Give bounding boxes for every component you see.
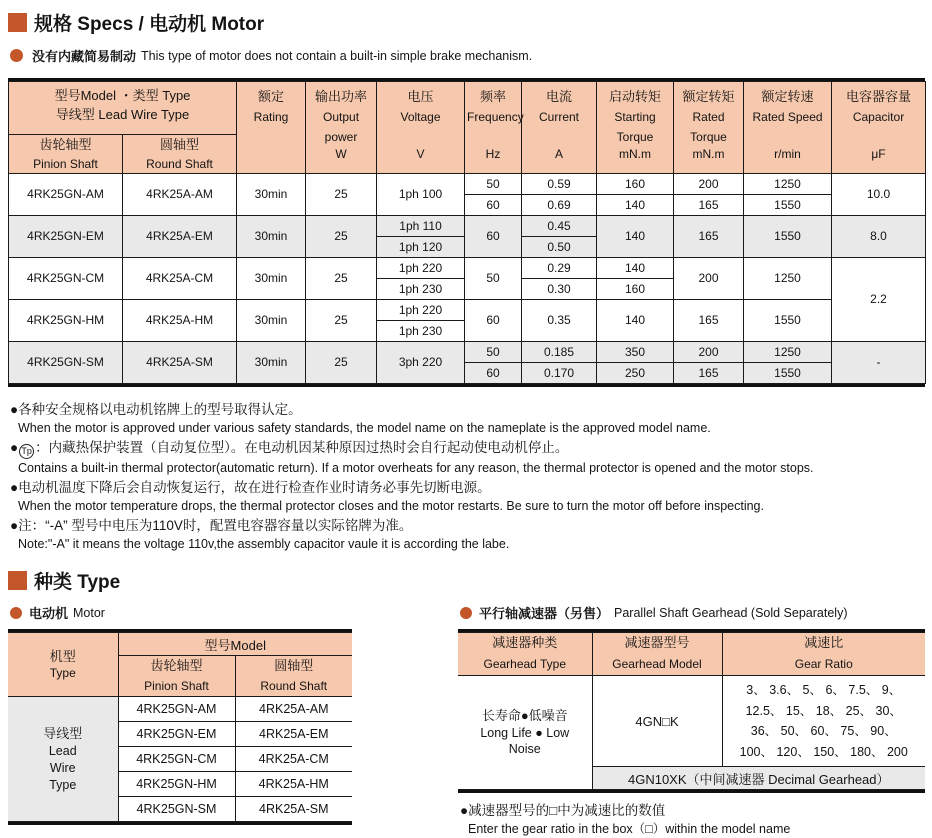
rated-speed-cell: 1550: [744, 300, 832, 342]
round-model-cell: 4RK25A-CM: [123, 258, 237, 300]
voltage-cell: 1ph 110: [377, 216, 465, 237]
header-rated-speed: [744, 82, 832, 174]
rated-torque-cell: 200: [674, 258, 744, 300]
header-machine-type: [8, 633, 118, 697]
pinion-model-cell: 4RK25GN-CM: [9, 258, 123, 300]
zh-label: 减速器型号: [624, 635, 690, 651]
gear-ratio-note: [460, 801, 925, 838]
en-label: Output power: [323, 110, 360, 144]
frequency-cell: 60: [465, 300, 522, 342]
footnote-zh: ●注：“-A” 型号中电压为110V时，配置电容器容量以实际铭牌为准。: [10, 518, 413, 534]
header-gearhead-type: [458, 633, 592, 676]
en-label: Gearhead Type: [483, 657, 566, 672]
header-model-line2: 导线型 Lead Wire Type: [55, 106, 190, 122]
rated-speed-cell: 1250: [744, 258, 832, 300]
table-row: [8, 697, 352, 722]
header-rated-torque: [674, 82, 744, 174]
en-label: Starting Torque: [614, 110, 656, 144]
frequency-cell: 60: [465, 363, 522, 384]
starting-torque-cell: 160: [597, 279, 674, 300]
starting-torque-cell: 140: [597, 195, 674, 216]
current-cell: 0.30: [522, 279, 597, 300]
en-label: Rated Speed: [752, 110, 823, 124]
capacitor-cell: 8.0: [832, 216, 926, 258]
current-cell: 0.45: [522, 216, 597, 237]
voltage-cell: 1ph 220: [377, 300, 465, 321]
section-square-icon: [8, 13, 27, 32]
footnote-en: When the motor is approved under various safety standards, the model name on the nameplate is the approved model name.: [18, 421, 711, 436]
round-model-cell: 4RK25A-AM: [235, 697, 352, 722]
header-pinion-shaft: [9, 135, 123, 174]
unit-label: mN.m: [619, 147, 652, 161]
bullet-icon: [10, 607, 22, 619]
zh-label: 减速器种类: [492, 635, 558, 651]
header-capacitor: [832, 82, 926, 174]
header-model-line1: 型号Model ・类型 Type: [54, 88, 191, 103]
voltage-cell: 1ph 100: [377, 174, 465, 216]
brake-note-en: This type of motor does not contain a built-in simple brake mechanism.: [141, 48, 533, 63]
pinion-model-cell: 4RK25GN-EM: [118, 722, 235, 747]
table-row: [9, 174, 926, 195]
pinion-model-cell: 4RK25GN-SM: [118, 797, 235, 822]
output-cell: 25: [306, 258, 377, 300]
zh-label: 长寿命●低噪音: [481, 708, 568, 724]
header-gearhead-model: [592, 633, 722, 676]
starting-torque-cell: 350: [597, 342, 674, 363]
footnote: [10, 438, 925, 477]
type-section-columns: [8, 601, 925, 838]
decimal-gearhead-cell: 4GN10XK（中间减速器 Decimal Gearhead）: [592, 767, 925, 790]
frequency-cell: 50: [465, 258, 522, 300]
header-starting-torque: [597, 82, 674, 174]
unit-label: mN.m: [692, 147, 725, 161]
current-cell: 0.50: [522, 237, 597, 258]
zh-label: 机型: [49, 648, 76, 664]
round-model-cell: 4RK25A-HM: [123, 300, 237, 342]
rated-speed-cell: 1250: [744, 174, 832, 195]
gear-ratio-cell: 3、 3.6、 5、 6、 7.5、 9、 12.5、 15、 18、 25、 30、 36、 50、 60、 75、 90、 100、 120、 150、 180、 200: [722, 675, 925, 767]
current-cell: 0.185: [522, 342, 597, 363]
output-cell: 25: [306, 342, 377, 384]
header-model-type: [9, 82, 237, 135]
specs-table-wrap: [8, 78, 925, 387]
zh-label: 电流: [546, 89, 573, 104]
round-model-cell: 4RK25A-SM: [235, 797, 352, 822]
current-cell: 0.29: [522, 258, 597, 279]
pinion-model-cell: 4RK25GN-HM: [118, 772, 235, 797]
header-voltage: [377, 82, 465, 174]
pinion-model-cell: 4RK25GN-HM: [9, 300, 123, 342]
pinion-model-cell: 4RK25GN-AM: [118, 697, 235, 722]
en-label: Pinion Shaft: [144, 679, 209, 694]
zh-label: 齿轮轴型: [39, 137, 92, 152]
capacitor-cell: 10.0: [832, 174, 926, 216]
zh-label: 减速比: [804, 635, 844, 651]
thermal-protector-icon: Tp: [19, 444, 34, 459]
capacitor-cell: -: [832, 342, 926, 384]
output-cell: 25: [306, 300, 377, 342]
current-cell: 0.59: [522, 174, 597, 195]
motor-type-column: [8, 601, 360, 825]
gearhead-subtitle-en: Parallel Shaft Gearhead (Sold Separately): [614, 605, 848, 620]
en-label: Gearhead Model: [612, 657, 702, 672]
header-gear-ratio: [722, 633, 925, 676]
unit-label: μF: [871, 147, 886, 161]
unit-label: A: [555, 147, 564, 161]
en-label: Rated Torque: [690, 110, 727, 144]
rated-torque-cell: 165: [674, 195, 744, 216]
footnote-zh: ●电动机温度下降后会自动恢复运行，故在进行检查作业时请务必事先切断电源。: [10, 480, 491, 496]
voltage-cell: 3ph 220: [377, 342, 465, 384]
bullet-icon: [10, 49, 23, 62]
section-title-text: 规格 Specs / 电动机 Motor: [34, 14, 265, 35]
header-rating: [237, 82, 306, 174]
en-label: Capacitor: [852, 110, 905, 124]
unit-label: r/min: [774, 147, 801, 161]
table-row: [9, 216, 926, 237]
footnote-en: Note:"-A" it means the voltage 110v,the assembly capacitor vaule it is according the labe.: [18, 537, 510, 552]
zh-label: 电压: [407, 89, 434, 104]
en-label: Pinion Shaft: [33, 157, 98, 172]
motor-subtitle-zh: 电动机: [29, 606, 69, 622]
rated-torque-cell: 165: [674, 300, 744, 342]
zh-label: 额定转矩: [682, 89, 735, 104]
zh-label: 启动转矩: [609, 89, 662, 104]
unit-label: W: [335, 147, 347, 161]
specs-table: [8, 81, 926, 384]
zh-label: 频率: [480, 89, 507, 104]
round-model-cell: 4RK25A-AM: [123, 174, 237, 216]
gearhead-subtitle-zh: 平行轴减速器（另售）: [479, 606, 610, 622]
capacitor-cell: 2.2: [832, 258, 926, 342]
gearhead-kind-cell: [458, 675, 592, 790]
round-model-cell: 4RK25A-SM: [123, 342, 237, 384]
zh-label: 圆轴型: [274, 658, 314, 674]
pinion-model-cell: 4RK25GN-SM: [9, 342, 123, 384]
starting-torque-cell: 140: [597, 258, 674, 279]
gearhead-table: [458, 632, 925, 790]
footnote: [10, 478, 925, 515]
unit-label: Hz: [485, 147, 501, 161]
pinion-model-cell: 4RK25GN-EM: [9, 216, 123, 258]
round-model-cell: 4RK25A-CM: [235, 747, 352, 772]
section-square-icon: [8, 571, 27, 590]
rating-cell: 30min: [237, 342, 306, 384]
en-label: Current: [539, 110, 580, 124]
footnote: [10, 400, 925, 437]
section-title-specs: [8, 9, 925, 36]
header-output-power: [306, 82, 377, 174]
frequency-cell: 60: [465, 195, 522, 216]
lead-wire-type-cell: [8, 697, 118, 822]
round-model-cell: 4RK25A-HM: [235, 772, 352, 797]
rated-speed-cell: 1550: [744, 363, 832, 384]
rating-cell: 30min: [237, 216, 306, 258]
en-label: Voltage: [400, 110, 441, 124]
gear-ratio-note-en: Enter the gear ratio in the box（□）within the model name: [468, 822, 791, 837]
starting-torque-cell: 140: [597, 300, 674, 342]
current-cell: 0.170: [522, 363, 597, 384]
motor-table: [8, 632, 352, 822]
rating-cell: 30min: [237, 174, 306, 216]
table-row: [9, 258, 926, 279]
frequency-cell: 60: [465, 216, 522, 258]
unit-label: [239, 162, 303, 165]
table-row: [458, 675, 925, 767]
current-cell: 0.69: [522, 195, 597, 216]
frequency-cell: 50: [465, 174, 522, 195]
voltage-cell: 1ph 230: [377, 321, 465, 342]
footnote-bullet: ●: [10, 440, 19, 456]
rated-speed-cell: 1250: [744, 342, 832, 363]
header-round-shaft: [123, 135, 237, 174]
header-frequency: [465, 82, 522, 174]
footnote-zh-text: ：内藏热保护装置（自动复位型）。在电动机因某种原因过热时会自行起动使电动机停止。: [35, 440, 569, 456]
zh-label: 圆轴型: [160, 137, 200, 152]
en-label: Type: [49, 665, 76, 680]
voltage-cell: 1ph 120: [377, 237, 465, 258]
rating-cell: 30min: [237, 258, 306, 300]
motor-table-wrap: [8, 629, 352, 825]
motor-subtitle: [10, 603, 360, 622]
rated-speed-cell: 1550: [744, 216, 832, 258]
rated-torque-cell: 165: [674, 363, 744, 384]
footnote: [10, 516, 925, 553]
rated-torque-cell: 200: [674, 174, 744, 195]
table-row: [9, 342, 926, 363]
frequency-cell: 50: [465, 342, 522, 363]
rating-cell: 30min: [237, 300, 306, 342]
rated-torque-cell: 200: [674, 342, 744, 363]
footnote-en: When the motor temperature drops, the thermal protector closes and the motor restarts. Be sure to turn the motor off before inspecting.: [18, 499, 764, 514]
unit-label: V: [416, 147, 425, 161]
header-model: 型号Model: [118, 633, 352, 656]
gearhead-subtitle: [460, 603, 925, 622]
bullet-icon: [460, 607, 472, 619]
zh-label: 齿轮轴型: [150, 658, 203, 674]
footnote-zh: [10, 438, 925, 459]
brake-note: [10, 46, 925, 65]
en-label: Round Shaft: [146, 157, 213, 172]
en-label: Gear Ratio: [794, 657, 853, 672]
motor-subtitle-en: Motor: [73, 605, 105, 620]
starting-torque-cell: 140: [597, 216, 674, 258]
rated-speed-cell: 1550: [744, 195, 832, 216]
zh-label: 额定: [258, 89, 285, 104]
footnote-en: Contains a built-in thermal protector(automatic return). If a motor overheats for any reason, the thermal protector is opened and the motor stops.: [18, 461, 814, 476]
starting-torque-cell: 160: [597, 174, 674, 195]
zh-label: 导线型: [43, 726, 83, 742]
en-label: Frequency: [467, 110, 524, 124]
voltage-cell: 1ph 230: [377, 279, 465, 300]
brake-note-zh: 没有内藏简易制动: [32, 49, 137, 64]
output-cell: 25: [306, 174, 377, 216]
zh-label: 输出功率: [315, 89, 368, 104]
voltage-cell: 1ph 220: [377, 258, 465, 279]
round-model-cell: 4RK25A-EM: [235, 722, 352, 747]
gearhead-model-cell: 4GN□K: [592, 675, 722, 767]
header-round-shaft: [235, 656, 352, 697]
zh-label: 电容器容量: [846, 89, 912, 104]
en-label: Long Life ● Low Noise: [480, 725, 570, 757]
en-label: Round Shaft: [260, 679, 328, 694]
zh-label: 额定转速: [761, 89, 814, 104]
gearhead-column: [458, 601, 925, 838]
en-label: Rating: [253, 110, 289, 124]
table-row: [9, 300, 926, 321]
gear-ratio-note-zh: ●减速器型号的□中为减速比的数值: [460, 803, 666, 819]
starting-torque-cell: 250: [597, 363, 674, 384]
en-label: Lead Wire Type: [48, 743, 77, 792]
header-current: [522, 82, 597, 174]
pinion-model-cell: 4RK25GN-CM: [118, 747, 235, 772]
header-pinion-shaft: [118, 656, 235, 697]
output-cell: 25: [306, 216, 377, 258]
section-title-type: [8, 567, 925, 594]
rated-torque-cell: 165: [674, 216, 744, 258]
pinion-model-cell: 4RK25GN-AM: [9, 174, 123, 216]
section-title-text: 种类 Type: [34, 572, 121, 594]
gearhead-table-wrap: [458, 629, 925, 793]
current-cell: 0.35: [522, 300, 597, 342]
footnotes: [10, 400, 925, 553]
round-model-cell: 4RK25A-EM: [123, 216, 237, 258]
footnote-zh: ●各种安全规格以电动机铭牌上的型号取得认定。: [10, 402, 302, 418]
